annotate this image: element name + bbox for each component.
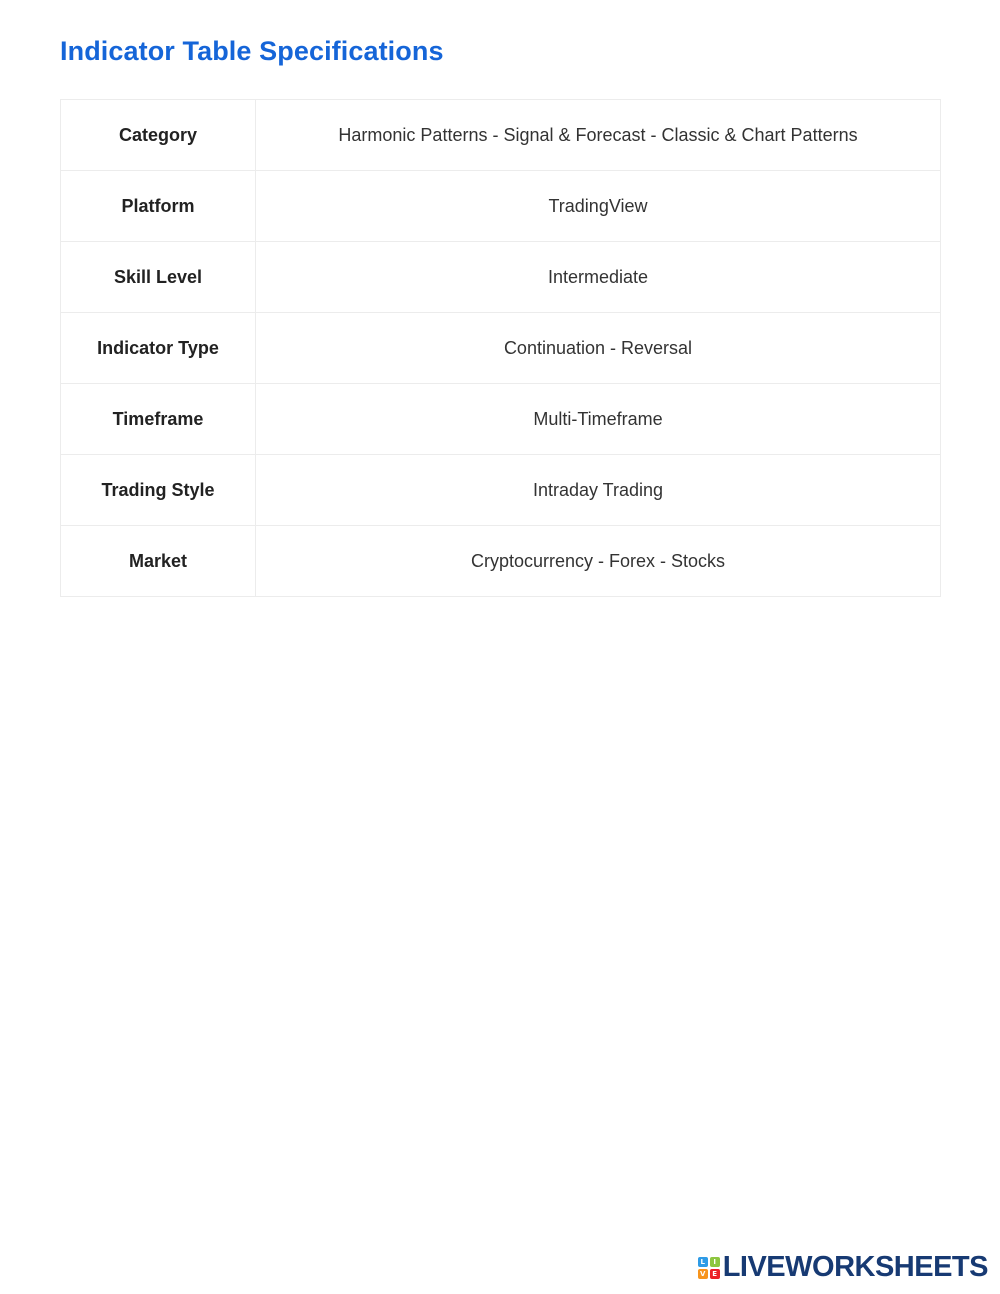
row-value: Multi-Timeframe bbox=[256, 384, 941, 455]
table-row bbox=[61, 384, 941, 455]
row-label: Skill Level bbox=[61, 242, 256, 313]
liveworksheets-brand bbox=[698, 1251, 988, 1284]
liveworksheets-logo-icon bbox=[698, 1257, 720, 1279]
spec-table bbox=[60, 99, 941, 597]
logo-tile: E bbox=[710, 1269, 720, 1279]
row-value: Cryptocurrency - Forex - Stocks bbox=[256, 526, 941, 597]
page-title: Indicator Table Specifications bbox=[60, 36, 444, 66]
row-value: TradingView bbox=[256, 171, 941, 242]
table-row bbox=[61, 526, 941, 597]
table-row bbox=[61, 100, 941, 171]
row-value: Intermediate bbox=[256, 242, 941, 313]
row-label: Market bbox=[61, 526, 256, 597]
row-label: Trading Style bbox=[61, 455, 256, 526]
row-label: Timeframe bbox=[61, 384, 256, 455]
table-row bbox=[61, 313, 941, 384]
row-value: Intraday Trading bbox=[256, 455, 941, 526]
logo-tile: V bbox=[698, 1269, 708, 1279]
brand-name: LIVEWORKSHEETS bbox=[722, 1251, 988, 1283]
row-label: Category bbox=[61, 100, 256, 171]
logo-tile: I bbox=[710, 1257, 720, 1267]
table-row bbox=[61, 242, 941, 313]
row-value: Continuation - Reversal bbox=[256, 313, 941, 384]
logo-tile: L bbox=[698, 1257, 708, 1267]
row-label: Indicator Type bbox=[61, 313, 256, 384]
table-row bbox=[61, 171, 941, 242]
row-value: Harmonic Patterns - Signal & Forecast - Classic & Chart Patterns bbox=[256, 100, 941, 171]
row-label: Platform bbox=[61, 171, 256, 242]
table-row bbox=[61, 455, 941, 526]
